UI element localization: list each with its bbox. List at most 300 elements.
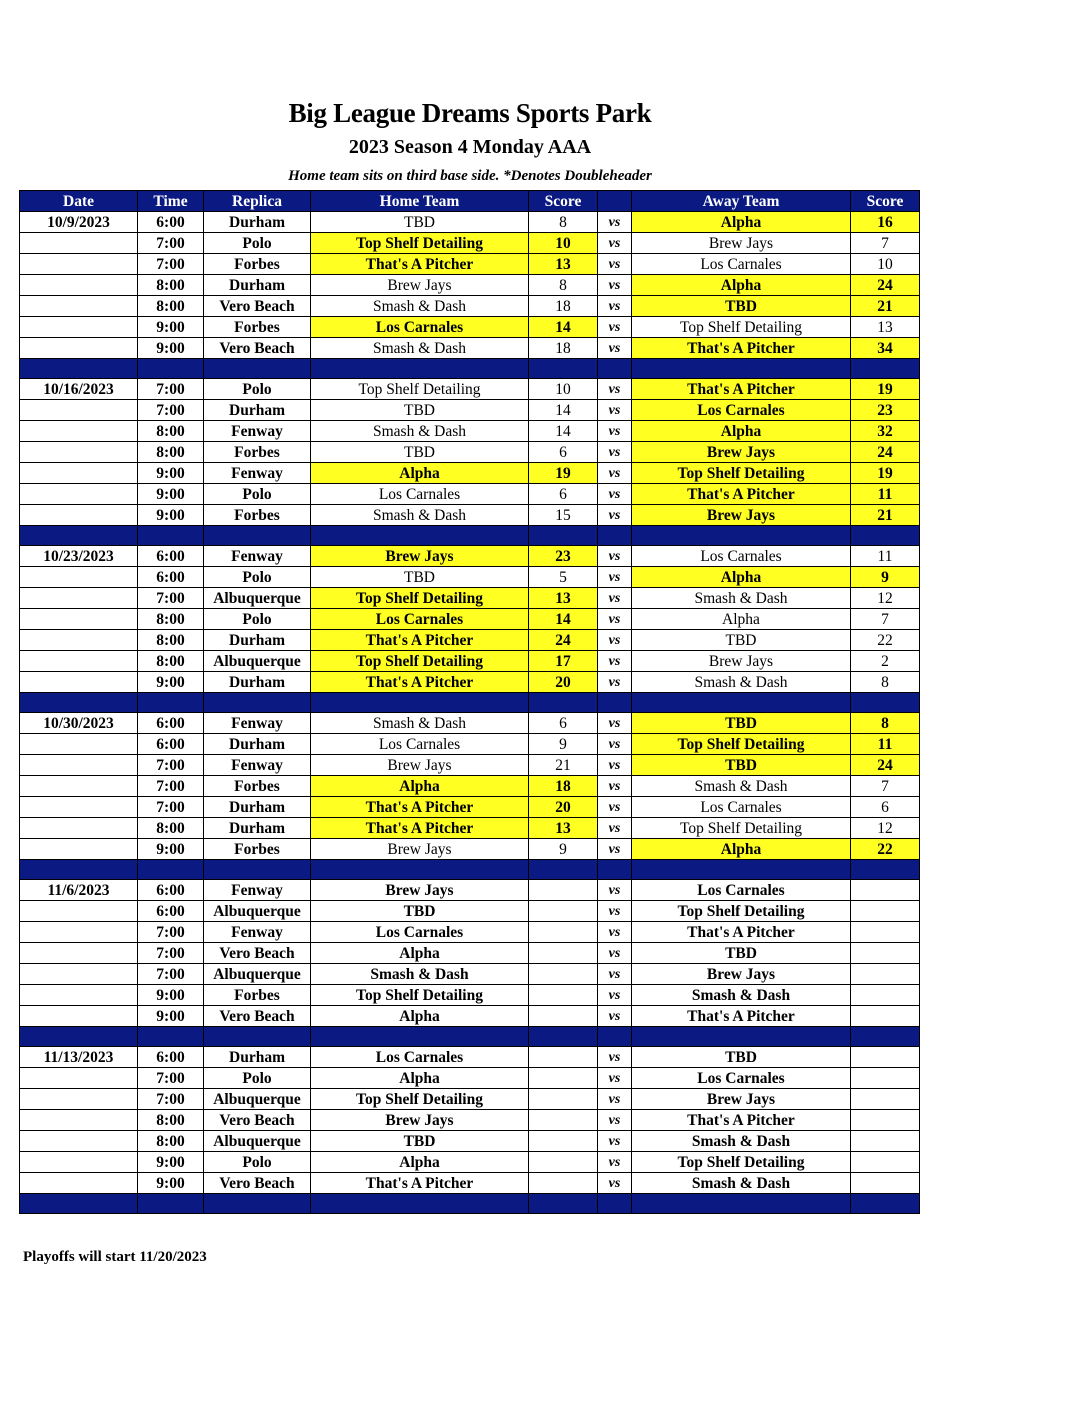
separator-cell	[632, 860, 851, 880]
away-team-cell: Alpha	[632, 275, 851, 296]
date-cell	[20, 630, 138, 651]
col-header-away-score: Score	[851, 191, 920, 212]
time-cell: 9:00	[138, 985, 204, 1006]
time-cell: 6:00	[138, 901, 204, 922]
away-score-cell	[851, 964, 920, 985]
home-team-cell: Alpha	[311, 463, 529, 484]
table-row	[20, 233, 920, 254]
separator-cell	[598, 1027, 632, 1047]
away-score-cell: 12	[851, 588, 920, 609]
date-cell	[20, 588, 138, 609]
home-team-cell: Los Carnales	[311, 1047, 529, 1068]
home-team-cell: Smash & Dash	[311, 505, 529, 526]
separator-cell	[598, 526, 632, 546]
home-score-cell: 10	[529, 379, 598, 400]
separator-cell	[598, 359, 632, 379]
away-team-cell: Alpha	[632, 567, 851, 588]
away-score-cell	[851, 943, 920, 964]
table-row	[20, 734, 920, 755]
away-team-cell: Los Carnales	[632, 880, 851, 901]
table-row	[20, 505, 920, 526]
replica-cell: Polo	[204, 1152, 311, 1173]
home-score-cell: 19	[529, 463, 598, 484]
separator-cell	[598, 1194, 632, 1214]
time-cell: 8:00	[138, 651, 204, 672]
table-row	[20, 588, 920, 609]
away-score-cell: 21	[851, 505, 920, 526]
table-row	[20, 609, 920, 630]
replica-cell: Vero Beach	[204, 338, 311, 359]
home-score-cell	[529, 922, 598, 943]
col-header-away-team: Away Team	[632, 191, 851, 212]
separator-cell	[20, 526, 138, 546]
replica-cell: Forbes	[204, 985, 311, 1006]
vs-cell: vs	[598, 1131, 632, 1152]
date-cell: 11/6/2023	[20, 880, 138, 901]
away-score-cell: 8	[851, 672, 920, 693]
separator-cell	[632, 693, 851, 713]
home-score-cell: 15	[529, 505, 598, 526]
separator-cell	[598, 860, 632, 880]
table-row	[20, 964, 920, 985]
time-cell: 8:00	[138, 421, 204, 442]
home-score-cell: 6	[529, 484, 598, 505]
date-cell	[20, 1089, 138, 1110]
date-cell	[20, 254, 138, 275]
home-team-cell: TBD	[311, 442, 529, 463]
vs-cell: vs	[598, 505, 632, 526]
table-row	[20, 567, 920, 588]
time-cell: 7:00	[138, 233, 204, 254]
vs-cell: vs	[598, 421, 632, 442]
away-score-cell	[851, 1006, 920, 1027]
replica-cell: Fenway	[204, 546, 311, 567]
table-row	[20, 317, 920, 338]
table-row	[20, 943, 920, 964]
date-cell	[20, 922, 138, 943]
away-score-cell: 9	[851, 567, 920, 588]
table-row	[20, 421, 920, 442]
replica-cell: Durham	[204, 630, 311, 651]
table-row	[20, 776, 920, 797]
home-score-cell	[529, 901, 598, 922]
vs-cell: vs	[598, 567, 632, 588]
home-team-cell: Brew Jays	[311, 1110, 529, 1131]
away-team-cell: Top Shelf Detailing	[632, 1152, 851, 1173]
home-team-cell: Top Shelf Detailing	[311, 1089, 529, 1110]
separator-cell	[311, 693, 529, 713]
away-score-cell: 11	[851, 734, 920, 755]
separator-cell	[851, 860, 920, 880]
separator-cell	[138, 693, 204, 713]
table-row	[20, 463, 920, 484]
away-score-cell: 19	[851, 463, 920, 484]
separator-cell	[20, 693, 138, 713]
away-score-cell	[851, 1131, 920, 1152]
vs-cell: vs	[598, 484, 632, 505]
away-team-cell: Top Shelf Detailing	[632, 317, 851, 338]
home-score-cell	[529, 1131, 598, 1152]
home-team-cell: TBD	[311, 1131, 529, 1152]
date-cell: 10/23/2023	[20, 546, 138, 567]
home-team-cell: Los Carnales	[311, 317, 529, 338]
away-team-cell: That's A Pitcher	[632, 1006, 851, 1027]
home-team-cell: Brew Jays	[311, 755, 529, 776]
away-team-cell: Brew Jays	[632, 442, 851, 463]
vs-cell: vs	[598, 818, 632, 839]
date-cell: 11/13/2023	[20, 1047, 138, 1068]
time-cell: 7:00	[138, 943, 204, 964]
home-team-cell: Alpha	[311, 776, 529, 797]
away-score-cell	[851, 1152, 920, 1173]
separator-cell	[204, 860, 311, 880]
separator-cell	[311, 1194, 529, 1214]
home-score-cell: 23	[529, 546, 598, 567]
time-cell: 7:00	[138, 964, 204, 985]
table-row	[20, 254, 920, 275]
time-cell: 7:00	[138, 797, 204, 818]
away-team-cell: Los Carnales	[632, 797, 851, 818]
home-score-cell	[529, 985, 598, 1006]
home-score-cell: 14	[529, 400, 598, 421]
separator-cell	[311, 860, 529, 880]
separator-cell	[529, 359, 598, 379]
vs-cell: vs	[598, 1068, 632, 1089]
replica-cell: Durham	[204, 734, 311, 755]
table-row	[20, 1089, 920, 1110]
away-score-cell: 24	[851, 442, 920, 463]
table-row	[20, 212, 920, 233]
home-score-cell: 9	[529, 839, 598, 860]
date-cell	[20, 317, 138, 338]
time-cell: 7:00	[138, 776, 204, 797]
home-team-cell: Top Shelf Detailing	[311, 379, 529, 400]
home-team-cell: Alpha	[311, 1152, 529, 1173]
home-team-cell: Brew Jays	[311, 839, 529, 860]
away-score-cell: 8	[851, 713, 920, 734]
table-row	[20, 442, 920, 463]
vs-cell: vs	[598, 797, 632, 818]
vs-cell: vs	[598, 588, 632, 609]
home-team-cell: Brew Jays	[311, 275, 529, 296]
time-cell: 6:00	[138, 212, 204, 233]
separator-cell	[138, 526, 204, 546]
away-team-cell: That's A Pitcher	[632, 379, 851, 400]
replica-cell: Albuquerque	[204, 1089, 311, 1110]
away-team-cell: Brew Jays	[632, 505, 851, 526]
away-score-cell: 10	[851, 254, 920, 275]
home-score-cell	[529, 1110, 598, 1131]
home-team-cell: That's A Pitcher	[311, 630, 529, 651]
separator-cell	[204, 1027, 311, 1047]
separator-cell	[204, 1194, 311, 1214]
away-score-cell: 7	[851, 233, 920, 254]
separator-cell	[851, 1027, 920, 1047]
separator-cell	[20, 1027, 138, 1047]
vs-cell: vs	[598, 630, 632, 651]
replica-cell: Fenway	[204, 922, 311, 943]
away-score-cell	[851, 1110, 920, 1131]
away-team-cell: Brew Jays	[632, 964, 851, 985]
away-team-cell: Top Shelf Detailing	[632, 901, 851, 922]
away-score-cell: 19	[851, 379, 920, 400]
date-cell	[20, 233, 138, 254]
table-row	[20, 1152, 920, 1173]
home-team-cell: Smash & Dash	[311, 421, 529, 442]
away-score-cell: 23	[851, 400, 920, 421]
away-score-cell: 34	[851, 338, 920, 359]
away-team-cell: Top Shelf Detailing	[632, 818, 851, 839]
table-row	[20, 338, 920, 359]
replica-cell: Vero Beach	[204, 1173, 311, 1194]
away-team-cell: TBD	[632, 630, 851, 651]
home-score-cell: 24	[529, 630, 598, 651]
home-team-cell: Top Shelf Detailing	[311, 651, 529, 672]
date-cell	[20, 964, 138, 985]
separator-cell	[20, 359, 138, 379]
date-cell	[20, 734, 138, 755]
away-team-cell: Los Carnales	[632, 546, 851, 567]
home-team-cell: Los Carnales	[311, 484, 529, 505]
time-cell: 6:00	[138, 546, 204, 567]
col-header-home-score: Score	[529, 191, 598, 212]
vs-cell: vs	[598, 254, 632, 275]
date-cell	[20, 609, 138, 630]
page-subtitle: 2023 Season 4 Monday AAA	[348, 136, 592, 158]
schedule-body	[20, 212, 920, 1214]
date-cell	[20, 651, 138, 672]
away-team-cell: TBD	[632, 713, 851, 734]
date-cell	[20, 985, 138, 1006]
separator-cell	[20, 1194, 138, 1214]
replica-cell: Polo	[204, 1068, 311, 1089]
away-team-cell: Los Carnales	[632, 1068, 851, 1089]
replica-cell: Fenway	[204, 421, 311, 442]
away-team-cell: TBD	[632, 1047, 851, 1068]
week-separator-row	[20, 1027, 920, 1047]
away-team-cell: Los Carnales	[632, 400, 851, 421]
schedule-table	[19, 190, 920, 1214]
home-score-cell: 13	[529, 254, 598, 275]
home-team-cell: Smash & Dash	[311, 338, 529, 359]
vs-cell: vs	[598, 317, 632, 338]
home-team-cell: That's A Pitcher	[311, 254, 529, 275]
vs-cell: vs	[598, 546, 632, 567]
time-cell: 7:00	[138, 1068, 204, 1089]
away-team-cell: TBD	[632, 943, 851, 964]
replica-cell: Fenway	[204, 713, 311, 734]
separator-cell	[632, 359, 851, 379]
time-cell: 9:00	[138, 505, 204, 526]
vs-cell: vs	[598, 943, 632, 964]
home-score-cell	[529, 880, 598, 901]
date-cell	[20, 672, 138, 693]
time-cell: 8:00	[138, 442, 204, 463]
away-team-cell: Alpha	[632, 609, 851, 630]
away-team-cell: Alpha	[632, 421, 851, 442]
table-row	[20, 296, 920, 317]
home-team-cell: Smash & Dash	[311, 964, 529, 985]
vs-cell: vs	[598, 985, 632, 1006]
time-cell: 7:00	[138, 755, 204, 776]
replica-cell: Forbes	[204, 254, 311, 275]
date-cell	[20, 338, 138, 359]
separator-cell	[204, 693, 311, 713]
vs-cell: vs	[598, 901, 632, 922]
away-team-cell: That's A Pitcher	[632, 484, 851, 505]
away-team-cell: Smash & Dash	[632, 588, 851, 609]
home-team-cell: That's A Pitcher	[311, 818, 529, 839]
away-score-cell	[851, 1173, 920, 1194]
away-score-cell: 11	[851, 546, 920, 567]
date-cell	[20, 484, 138, 505]
vs-cell: vs	[598, 776, 632, 797]
replica-cell: Albuquerque	[204, 651, 311, 672]
vs-cell: vs	[598, 922, 632, 943]
away-team-cell: Smash & Dash	[632, 985, 851, 1006]
replica-cell: Fenway	[204, 755, 311, 776]
home-score-cell: 20	[529, 797, 598, 818]
table-row	[20, 672, 920, 693]
away-team-cell: Alpha	[632, 212, 851, 233]
vs-cell: vs	[598, 964, 632, 985]
home-score-cell: 6	[529, 713, 598, 734]
away-team-cell: TBD	[632, 296, 851, 317]
date-cell	[20, 463, 138, 484]
away-score-cell: 22	[851, 630, 920, 651]
away-team-cell: Top Shelf Detailing	[632, 734, 851, 755]
home-team-cell: Smash & Dash	[311, 713, 529, 734]
col-header-vs	[598, 191, 632, 212]
vs-cell: vs	[598, 338, 632, 359]
home-score-cell	[529, 1089, 598, 1110]
table-row	[20, 400, 920, 421]
vs-cell: vs	[598, 1047, 632, 1068]
home-score-cell: 5	[529, 567, 598, 588]
separator-cell	[529, 693, 598, 713]
home-team-cell: Brew Jays	[311, 880, 529, 901]
separator-cell	[529, 860, 598, 880]
home-score-cell: 18	[529, 776, 598, 797]
vs-cell: vs	[598, 1152, 632, 1173]
time-cell: 7:00	[138, 379, 204, 400]
vs-cell: vs	[598, 379, 632, 400]
replica-cell: Vero Beach	[204, 943, 311, 964]
date-cell	[20, 839, 138, 860]
away-score-cell: 21	[851, 296, 920, 317]
vs-cell: vs	[598, 609, 632, 630]
separator-cell	[598, 693, 632, 713]
vs-cell: vs	[598, 463, 632, 484]
time-cell: 9:00	[138, 463, 204, 484]
time-cell: 9:00	[138, 1173, 204, 1194]
away-team-cell: Alpha	[632, 839, 851, 860]
week-separator-row	[20, 693, 920, 713]
vs-cell: vs	[598, 734, 632, 755]
vs-cell: vs	[598, 442, 632, 463]
table-row	[20, 1110, 920, 1131]
home-team-cell: That's A Pitcher	[311, 1173, 529, 1194]
separator-cell	[632, 1027, 851, 1047]
time-cell: 6:00	[138, 713, 204, 734]
away-team-cell: Smash & Dash	[632, 1173, 851, 1194]
separator-cell	[20, 860, 138, 880]
separator-cell	[204, 526, 311, 546]
week-separator-row	[20, 1194, 920, 1214]
table-row	[20, 379, 920, 400]
vs-cell: vs	[598, 1173, 632, 1194]
replica-cell: Forbes	[204, 442, 311, 463]
table-row	[20, 630, 920, 651]
home-team-cell: Top Shelf Detailing	[311, 985, 529, 1006]
separator-cell	[529, 526, 598, 546]
separator-cell	[529, 1027, 598, 1047]
table-row	[20, 1173, 920, 1194]
away-score-cell	[851, 1089, 920, 1110]
table-row	[20, 275, 920, 296]
vs-cell: vs	[598, 296, 632, 317]
separator-cell	[204, 359, 311, 379]
replica-cell: Forbes	[204, 505, 311, 526]
separator-cell	[311, 526, 529, 546]
home-score-cell	[529, 964, 598, 985]
date-cell	[20, 567, 138, 588]
date-cell	[20, 1068, 138, 1089]
replica-cell: Vero Beach	[204, 1006, 311, 1027]
away-team-cell: That's A Pitcher	[632, 1110, 851, 1131]
table-row	[20, 1006, 920, 1027]
time-cell: 8:00	[138, 1131, 204, 1152]
time-cell: 8:00	[138, 1110, 204, 1131]
time-cell: 8:00	[138, 818, 204, 839]
away-score-cell	[851, 1047, 920, 1068]
home-team-cell: Alpha	[311, 1006, 529, 1027]
away-team-cell: Smash & Dash	[632, 1131, 851, 1152]
table-row	[20, 839, 920, 860]
date-cell	[20, 1131, 138, 1152]
replica-cell: Polo	[204, 609, 311, 630]
home-team-cell: Brew Jays	[311, 546, 529, 567]
away-score-cell	[851, 985, 920, 1006]
table-row	[20, 922, 920, 943]
vs-cell: vs	[598, 839, 632, 860]
home-score-cell: 14	[529, 421, 598, 442]
replica-cell: Albuquerque	[204, 1131, 311, 1152]
replica-cell: Durham	[204, 818, 311, 839]
replica-cell: Polo	[204, 233, 311, 254]
away-team-cell: TBD	[632, 755, 851, 776]
table-row	[20, 985, 920, 1006]
home-score-cell: 6	[529, 442, 598, 463]
home-team-cell: That's A Pitcher	[311, 672, 529, 693]
table-row	[20, 818, 920, 839]
time-cell: 8:00	[138, 609, 204, 630]
separator-cell	[138, 860, 204, 880]
separator-cell	[311, 359, 529, 379]
vs-cell: vs	[598, 880, 632, 901]
time-cell: 9:00	[138, 317, 204, 338]
replica-cell: Forbes	[204, 317, 311, 338]
date-cell: 10/30/2023	[20, 713, 138, 734]
date-cell	[20, 755, 138, 776]
replica-cell: Vero Beach	[204, 296, 311, 317]
away-score-cell	[851, 1068, 920, 1089]
home-team-cell: Los Carnales	[311, 734, 529, 755]
vs-cell: vs	[598, 1110, 632, 1131]
separator-cell	[138, 1194, 204, 1214]
table-row	[20, 880, 920, 901]
col-header-time: Time	[138, 191, 204, 212]
